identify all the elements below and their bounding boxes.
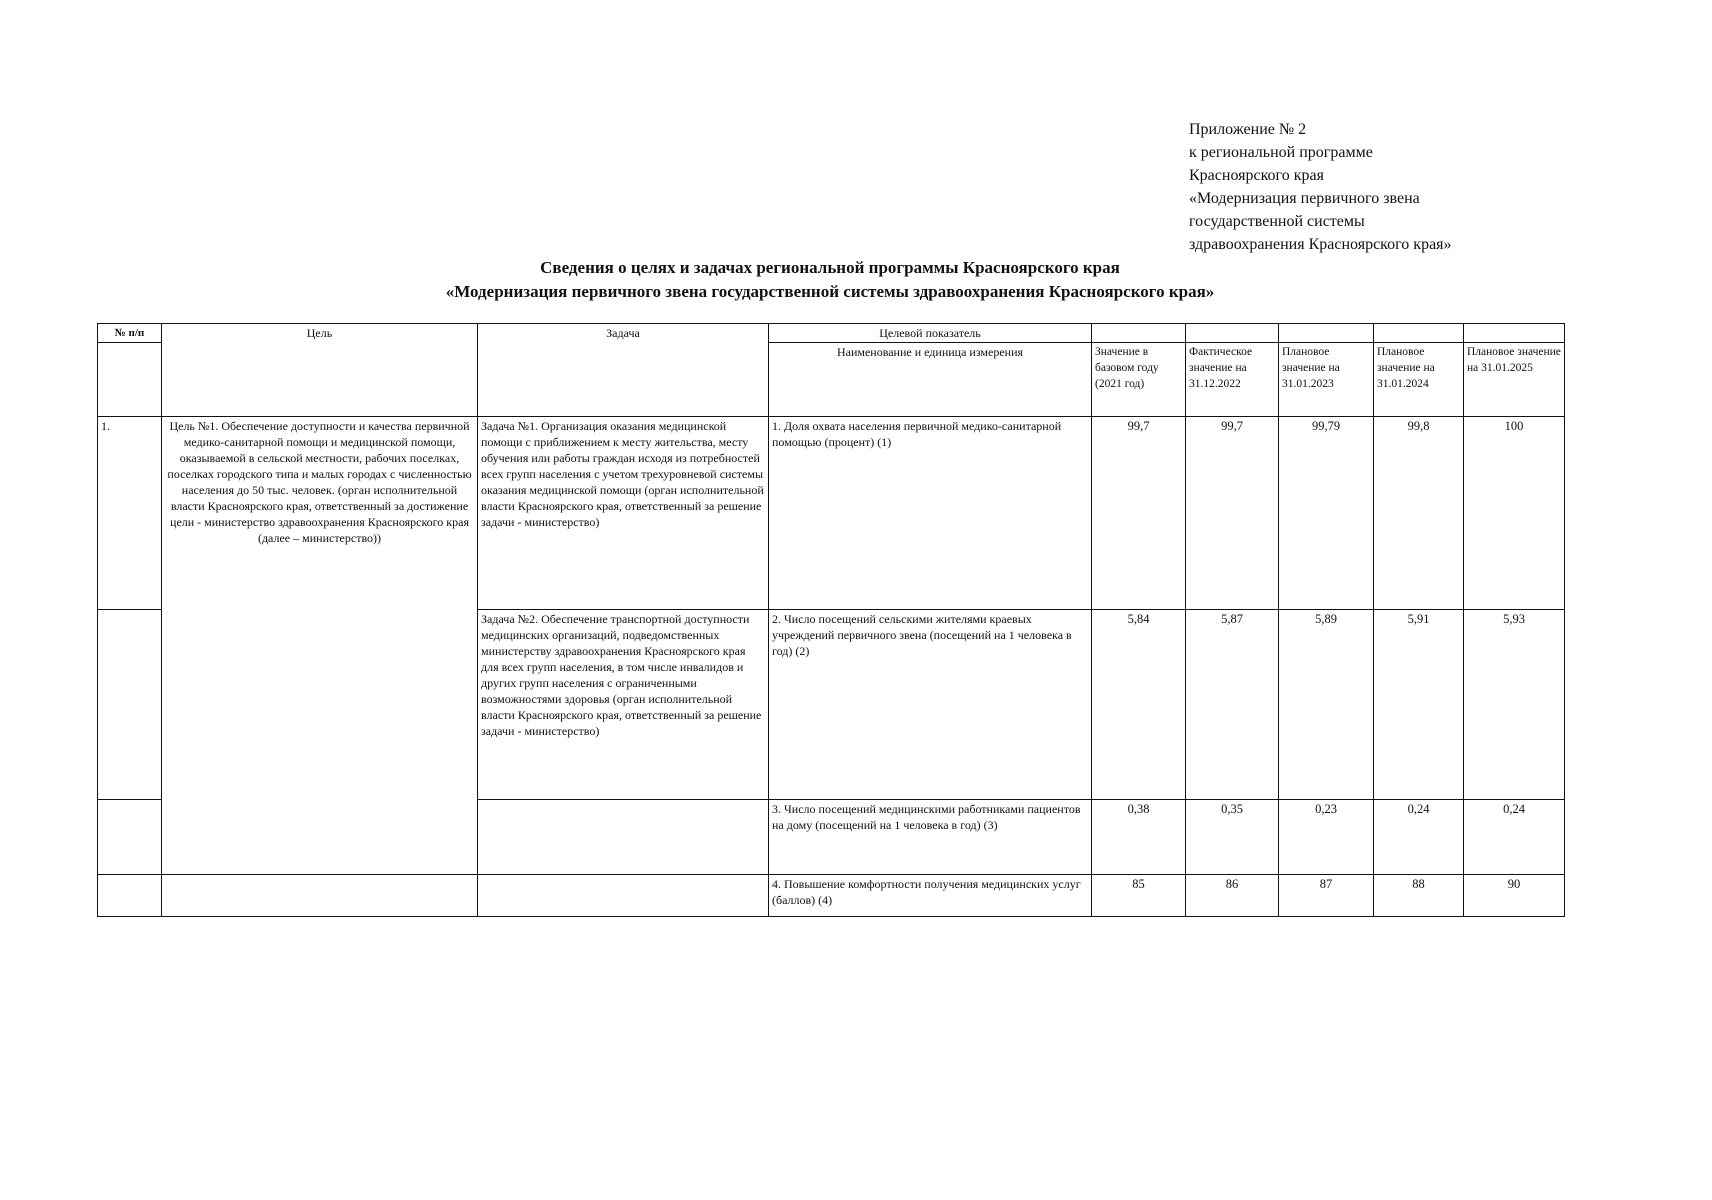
header-empty bbox=[1464, 324, 1565, 343]
indicator-text: 2. Число посещений сельскими жителями краевых учреждений первичного звена (посещений на 1 человека в год) (2) bbox=[769, 610, 1092, 800]
header-indicator-name: Наименование и единица измерения bbox=[769, 343, 1092, 417]
header-number-empty bbox=[98, 343, 162, 417]
value-fact: 5,87 bbox=[1186, 610, 1279, 800]
value-fact: 0,35 bbox=[1186, 800, 1279, 875]
value-plan-2023: 87 bbox=[1279, 875, 1374, 917]
appendix-block bbox=[1189, 118, 1609, 256]
appendix-line: Приложение № 2 bbox=[1189, 121, 1307, 138]
value-plan-2023: 5,89 bbox=[1279, 610, 1374, 800]
header-empty bbox=[1092, 324, 1186, 343]
indicator-text: 3. Число посещений медицинскими работниками пациентов на дому (посещений на 1 человека в год) (3) bbox=[769, 800, 1092, 875]
task-text: Задача №1. Организация оказания медицинской помощи с приближением к месту жительства, месту обучения или работы граждан исходя из потребностей всех групп населения с учетом трехуровневой системы оказания медицинской помощи (орган исполнительной власти Красноярского края, ответственный за решение задачи - министерство) bbox=[478, 417, 769, 610]
value-base: 99,7 bbox=[1092, 417, 1186, 610]
appendix-line: к региональной программе bbox=[1189, 144, 1373, 161]
header-empty bbox=[1374, 324, 1464, 343]
value-base: 0,38 bbox=[1092, 800, 1186, 875]
header-fact-value: Фактическое значение на 31.12.2022 bbox=[1186, 343, 1279, 417]
goal-text: Цель №1. Обеспечение доступности и качества первичной медико-санитарной помощи и медицинской помощи, оказываемой в сельской местности, рабочих поселках, поселках городского типа и малых городах с численностью населения до 50 тыс. человек. (орган исполнительной власти Красноярского края, ответственный за достижение цели - министерство здравоохранения Красноярского края (далее – министерство)) bbox=[162, 417, 478, 875]
task-text bbox=[478, 875, 769, 917]
value-plan-2024: 5,91 bbox=[1374, 610, 1464, 800]
header-plan-2024: Плановое значение на 31.01.2024 bbox=[1374, 343, 1464, 417]
appendix-line: «Модернизация первичного звена bbox=[1189, 190, 1420, 207]
title-line-1: Сведения о целях и задачах региональной программы Красноярского края bbox=[540, 258, 1120, 277]
row-number-empty bbox=[98, 875, 162, 917]
value-base: 5,84 bbox=[1092, 610, 1186, 800]
row-number-empty bbox=[98, 610, 162, 800]
value-plan-2025: 0,24 bbox=[1464, 800, 1565, 875]
document-title bbox=[300, 256, 1360, 304]
value-plan-2025: 5,93 bbox=[1464, 610, 1565, 800]
value-plan-2024: 88 bbox=[1374, 875, 1464, 917]
value-plan-2024: 99,8 bbox=[1374, 417, 1464, 610]
appendix-line: государственной системы bbox=[1189, 213, 1365, 230]
value-fact: 99,7 bbox=[1186, 417, 1279, 610]
title-line-2: «Модернизация первичного звена государственной системы здравоохранения Красноярского края» bbox=[445, 282, 1215, 301]
value-fact: 86 bbox=[1186, 875, 1279, 917]
table-row bbox=[98, 875, 1565, 917]
value-plan-2023: 0,23 bbox=[1279, 800, 1374, 875]
table-row bbox=[98, 417, 1565, 610]
header-plan-2025: Плановое значение на 31.01.2025 bbox=[1464, 343, 1565, 417]
row-number-empty bbox=[98, 800, 162, 875]
header-empty bbox=[1279, 324, 1374, 343]
indicator-text: 1. Доля охвата населения первичной медико-санитарной помощью (процент) (1) bbox=[769, 417, 1092, 610]
header-indicator: Целевой показатель bbox=[769, 324, 1092, 343]
value-base: 85 bbox=[1092, 875, 1186, 917]
header-row-1 bbox=[98, 324, 1565, 343]
header-task: Задача bbox=[478, 324, 769, 417]
task-text: Задача №2. Обеспечение транспортной доступности медицинских организаций, подведомственных министерству здравоохранения Красноярского края для всех групп населения, в том числе инвалидов и других групп населения с ограниченными возможностями здоровья (орган исполнительной власти Красноярского края, ответственный за решение задачи - министерство) bbox=[478, 610, 769, 800]
value-plan-2025: 100 bbox=[1464, 417, 1565, 610]
task-text bbox=[478, 800, 769, 875]
header-plan-2023: Плановое значение на 31.01.2023 bbox=[1279, 343, 1374, 417]
indicator-text: 4. Повышение комфортности получения медицинских услуг (баллов) (4) bbox=[769, 875, 1092, 917]
appendix-line: Красноярского края bbox=[1189, 167, 1324, 184]
header-number: № п/п bbox=[98, 324, 162, 343]
row-number: 1. bbox=[98, 417, 162, 610]
value-plan-2025: 90 bbox=[1464, 875, 1565, 917]
value-plan-2024: 0,24 bbox=[1374, 800, 1464, 875]
appendix-line: здравоохранения Красноярского края» bbox=[1189, 236, 1452, 253]
value-plan-2023: 99,79 bbox=[1279, 417, 1374, 610]
header-base-value: Значение в базовом году (2021 год) bbox=[1092, 343, 1186, 417]
goals-table bbox=[97, 323, 1565, 917]
header-empty bbox=[1186, 324, 1279, 343]
header-goal: Цель bbox=[162, 324, 478, 417]
goal-empty bbox=[162, 875, 478, 917]
